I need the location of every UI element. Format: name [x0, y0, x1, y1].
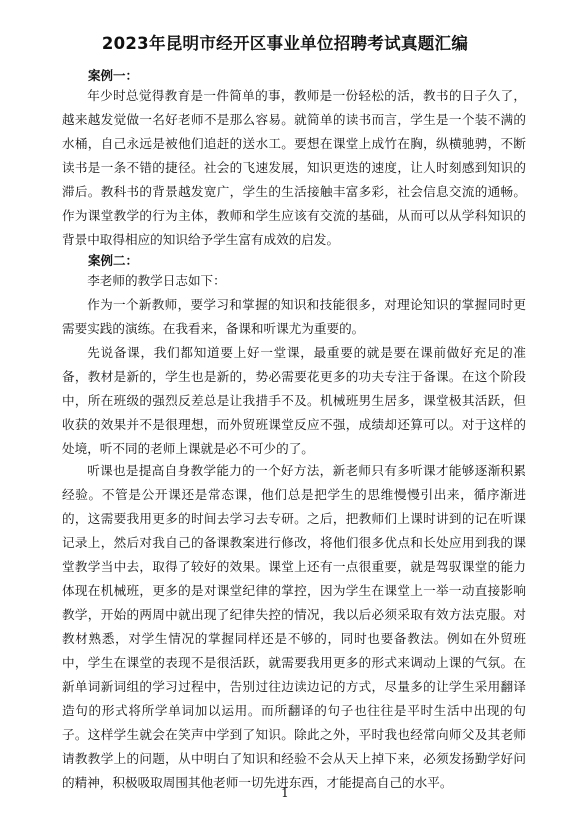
case-2-paragraph-1: 作为一个新教师，要学习和掌握的知识和技能很多，对理论知识的掌握同时更需要实践的演练。在我看来，备课和听课尤为重要的。 — [62, 297, 526, 336]
case-2-heading: 案例二： — [88, 253, 139, 268]
case-2-paragraph-2: 先说备课，我们都知道要上好一堂课，最重要的就是要在课前做好充足的准备，教材是新的，学生也是新的，势必需要花更多的功夫专注于备课。在这个阶段中，所在班级的强烈反差总是让我措手不及。机械班男生居多，课堂极其活跃，但收获的效果并不是很理想，而外贸班课堂反应不强，成绩却还算可以。对于这样的处境，听不同的老师上课就是必不可少的了。 — [62, 345, 526, 456]
case-2-paragraph-3: 听课也是提高自身教学能力的一个好方法，新老师只有多听课才能够逐渐积累经验。不管是公开课还是常态课，他们总是把学生的思维慢慢引出来，循序渐进的，这需要我用更多的时间去学习去专研。之后，把教师们上课时讲到的记在听课记录上，然后对我自己的备课教案进行修改，将他们很多优点和长处应用到我的课堂教学当中去，取得了较好的效果。课堂上还有一点很重要，就是驾驭课堂的能力体现在机械班，更多的是对课堂纪律的掌控，因为学生在课堂上一举一动直接影响教学，开始的两周中就出现了纪律失控的情况，我以后必须采取有效方法克服。对教材熟悉，对学生情况的掌握同样还是不够的，同时也要备教法。例如在外贸班中，学生在课堂的表现不是很活跃，就需要我用更多的形式来调动上课的气氛。在新单词新词组的学习过程中，告别过往边读边记的方式，尽量多的让学生采用翻译造句的形式将所学单词加以运用。而所翻译的句子也往往是平时生活中出现的句子。这样学生就会在笑声中学到了知识。除此之外，平时我也经常向师父及其老师请教教学上的问题，从中明白了知识和经验不会从天上掉下来，必须发扬勤学好问的精神，积极吸取周围其他老师一切先进东西，才能提高自己的水平。 — [62, 463, 526, 790]
document-title: 2023年昆明市经开区事业单位招聘考试真题汇编 — [101, 34, 469, 53]
case-1-paragraph: 年少时总觉得教育是一件简单的事，教师是一份轻松的活，教书的日子久了，越来越发觉做一名好老师不是那么容易。就简单的读书而言，学生是一个装不满的水桶，自己永远是被他们追赶的送水工。要想在课堂上成竹在胸，纵横驰骋，不断读书是一条不错的捷径。社会的飞速发展，知识更迭的速度，让人时刻感到知识的滞后。教科书的背景越发宽广，学生的生活接触丰富多彩，社会信息交流的通畅。作为课堂教学的行为主体，教师和学生应该有交流的基础，从而可以从学科知识的背景中取得相应的知识给予学生富有成效的启发。 — [62, 88, 526, 247]
case-1-heading: 案例一： — [88, 68, 139, 83]
page-number: 1 — [281, 786, 289, 800]
case-2-intro: 李老师的教学日志如下： — [87, 273, 226, 288]
